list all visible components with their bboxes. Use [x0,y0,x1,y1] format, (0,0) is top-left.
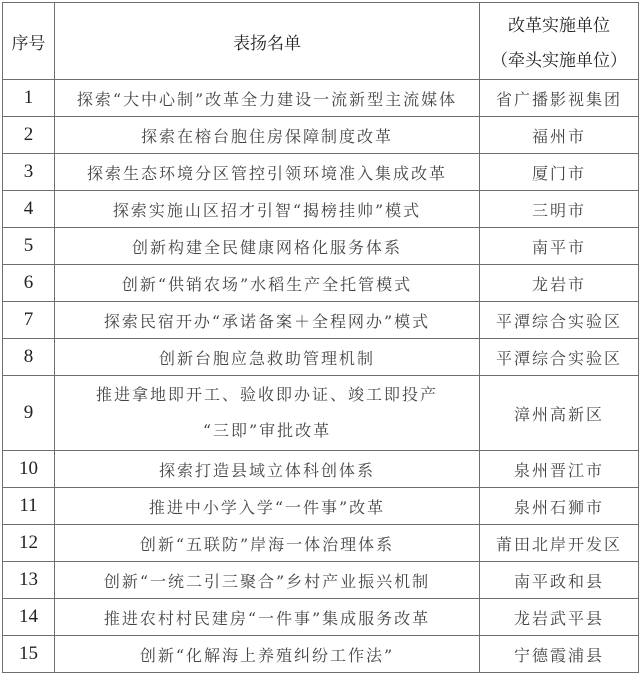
row-name [55,376,480,451]
row-unit: 泉州晋江市 [480,451,639,488]
commendation-list-table [2,2,639,673]
table-row [3,525,639,562]
row-name: 探索在榕台胞住房保障制度改革 [55,117,480,154]
table-row [3,191,639,228]
row-name-line2: “三即”审批改革 [202,421,332,440]
table-row [3,302,639,339]
row-name: 探索打造县域立体科创体系 [55,451,480,488]
table-row [3,80,639,117]
row-name: 创新“五联防”岸海一体治理体系 [55,525,480,562]
row-name: 探索实施山区招才引智“揭榜挂帅”模式 [55,191,480,228]
row-name: 探索民宿开办“承诺备案＋全程网办”模式 [55,302,480,339]
row-index: 2 [3,117,55,154]
row-unit: 南平政和县 [480,562,639,599]
header-unit-line1: 改革实施单位 [508,16,610,36]
row-name: 创新“供销农场”水稻生产全托管模式 [55,265,480,302]
row-name: 推进农村村民建房“一件事”集成服务改革 [55,599,480,636]
table-row [3,154,639,191]
row-name: 探索“大中心制”改革全力建设一流新型主流媒体 [55,80,480,117]
row-unit: 龙岩武平县 [480,599,639,636]
table-row [3,451,639,488]
row-index: 5 [3,228,55,265]
row-name-line1: 推进拿地即开工、验收即办证、竣工即投产 [95,385,438,404]
row-name: 创新台胞应急救助管理机制 [55,339,480,376]
table-row [3,376,639,451]
table-header-row [3,3,639,80]
row-index: 1 [3,80,55,117]
row-unit: 莆田北岸开发区 [480,525,639,562]
header-unit-line2: （牵头实施单位） [491,51,627,71]
row-index: 13 [3,562,55,599]
row-index: 15 [3,636,55,673]
row-name: 创新“化解海上养殖纠纷工作法” [55,636,480,673]
row-index: 6 [3,265,55,302]
row-unit: 厦门市 [480,154,639,191]
table-row [3,339,639,376]
header-index: 序号 [3,3,55,80]
row-index: 11 [3,488,55,525]
row-index: 3 [3,154,55,191]
row-index: 12 [3,525,55,562]
header-unit [480,3,639,80]
row-unit: 宁德霞浦县 [480,636,639,673]
table-row [3,599,639,636]
row-index: 7 [3,302,55,339]
table-row [3,228,639,265]
row-index: 10 [3,451,55,488]
row-unit: 南平市 [480,228,639,265]
row-name: 创新“一统二引三聚合”乡村产业振兴机制 [55,562,480,599]
row-unit: 三明市 [480,191,639,228]
row-index: 14 [3,599,55,636]
table-row [3,562,639,599]
row-index: 9 [3,376,55,451]
row-unit: 泉州石狮市 [480,488,639,525]
header-name: 表扬名单 [55,3,480,80]
row-unit: 平潭综合实验区 [480,339,639,376]
row-unit: 省广播影视集团 [480,80,639,117]
row-unit: 福州市 [480,117,639,154]
row-index: 4 [3,191,55,228]
row-unit: 龙岩市 [480,265,639,302]
table-row [3,488,639,525]
row-name: 推进中小学入学“一件事”改革 [55,488,480,525]
row-name: 创新构建全民健康网格化服务体系 [55,228,480,265]
row-index: 8 [3,339,55,376]
table-row [3,117,639,154]
row-unit: 漳州高新区 [480,376,639,451]
table-row [3,636,639,673]
table-row [3,265,639,302]
row-unit: 平潭综合实验区 [480,302,639,339]
row-name: 探索生态环境分区管控引领环境准入集成改革 [55,154,480,191]
